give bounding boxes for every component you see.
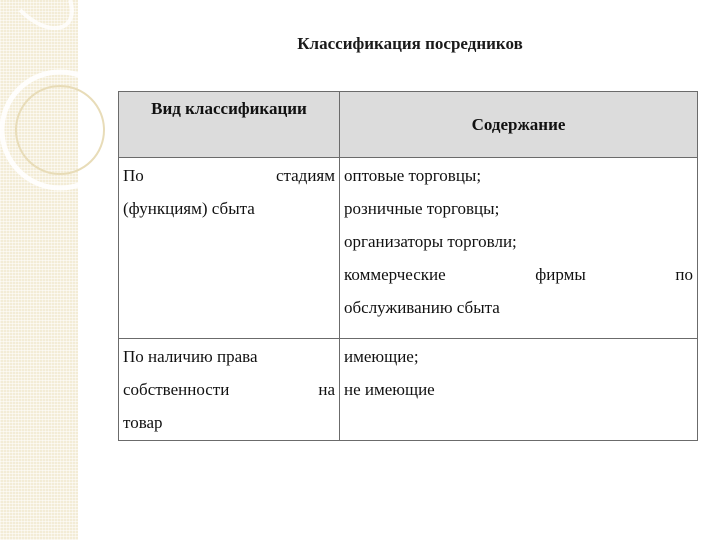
type-line: товар [123, 413, 163, 432]
content-word: по [675, 265, 693, 284]
type-line: По наличию права [123, 347, 258, 366]
content-item: не имеющие [344, 380, 435, 399]
type-line: (функциям) сбыта [123, 199, 255, 218]
table-row [119, 158, 698, 339]
content-cell [340, 339, 698, 441]
slide-title: Классификация посредников [297, 34, 523, 53]
content-item: оптовые торговцы; [344, 166, 482, 185]
type-cell [119, 339, 340, 441]
header-cell-label: Вид классификации [151, 99, 307, 118]
content-item-continued: обслуживанию сбыта [344, 298, 500, 317]
header-classification-type [119, 92, 340, 158]
type-word: стадиям [275, 166, 335, 185]
content-item: организаторы торговли; [344, 232, 517, 251]
type-word: собственности [123, 380, 230, 399]
header-content [340, 92, 698, 158]
type-word: По [123, 166, 144, 185]
content-word: коммерческие [344, 265, 446, 284]
content-item: имеющие; [344, 347, 419, 366]
content-cell [340, 158, 698, 339]
type-line [123, 159, 335, 192]
type-line [123, 373, 335, 406]
type-word: на [318, 380, 335, 399]
table-header-row [119, 92, 698, 158]
header-cell-label: Содержание [471, 115, 566, 134]
content-word: фирмы [535, 265, 586, 284]
type-cell [119, 158, 340, 339]
content-item [344, 258, 693, 291]
content-item: розничные торговцы; [344, 199, 500, 218]
table-row [119, 339, 698, 441]
classification-table [118, 91, 698, 441]
